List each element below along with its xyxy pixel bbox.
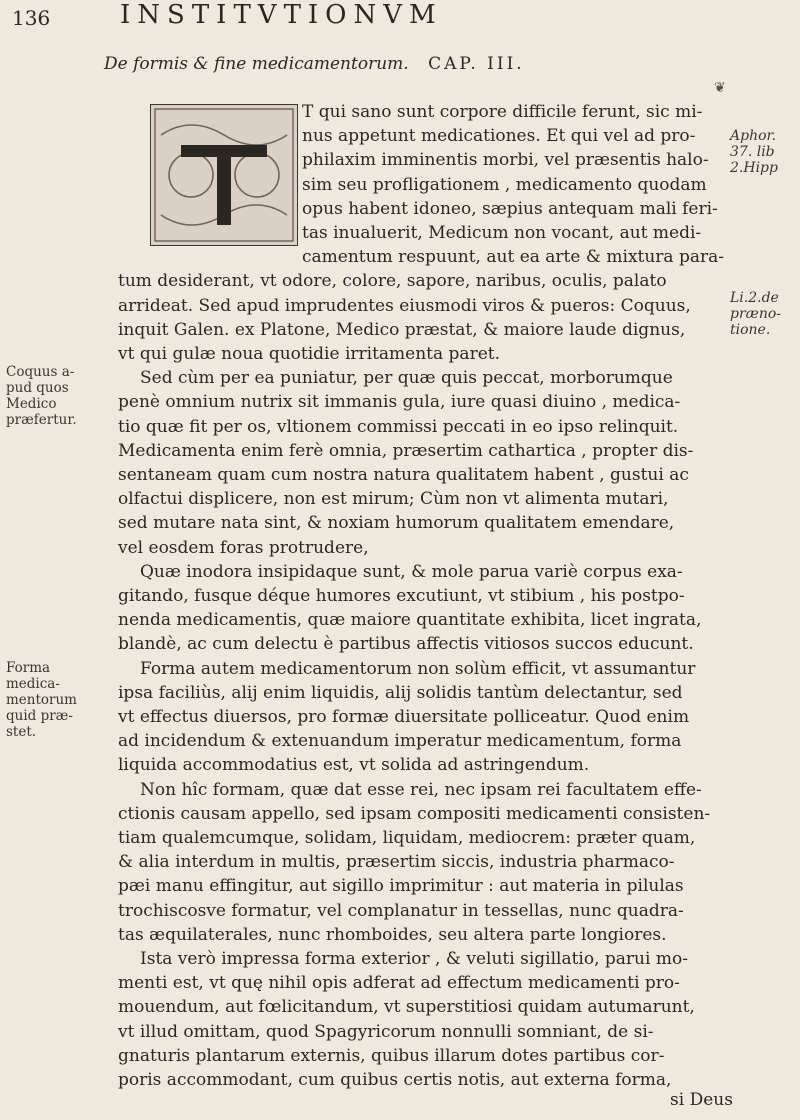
text-line: gitando, fusque déque humores excutiunt, vt stibium , his postpo- [118,586,685,606]
text-line: pæi manu effingitur, aut sigillo imprimitur : aut materia in pilulas [118,876,684,897]
text-line: Sed cùm per ea puniatur, per quæ quis peccat, morborumque [140,368,673,389]
text-line: Quæ inodora insipidaque sunt, & mole parua variè corpus exa- [140,561,683,582]
text-line: Non hîc formam, quæ dat esse rei, nec ipsam rei facultatem effe- [140,779,702,800]
text-line: menti est, vt quę nihil opis adferat ad effectum medicamenti pro- [118,973,680,994]
text-line: trochiscosve formatur, vel complanatur in tessellas, nunc quadra- [118,900,684,921]
text-line: sed mutare nata sint, & noxiam humorum qualitatem emendare, [118,513,675,534]
running-title: INSTITVTIONVM [120,0,443,30]
text-line: sim seu profligationem , medicamento quodam [302,174,707,195]
text-line: tas inualuerit, Medicum non vocant, aut medi- [302,223,702,243]
text-line: T qui sano sunt corpore difficile ferunt, sic mi- [302,102,703,122]
text-line: olfactui displicere, non est mirum; Cùm non vt alimenta mutari, [118,489,669,510]
chapter-label: CAP. III. [428,54,525,74]
text-line: ipsa faciliùs, alij enim liquidis, alij solidis tantùm delectantur, sed [118,682,683,703]
text-line: sentaneam quam cum nostra natura qualitatem habent , gustui ac [118,465,689,485]
text-line: blandè, ac cum delectu è partibus affectis vitiosos succos educunt. [118,634,694,655]
text-line: Medicamenta enim ferè omnia, præsertim cathartica , propter dis- [118,440,694,461]
text-line: mouendum, aut fœlicitandum, vt superstitiosi quidam autumarunt, [118,997,695,1018]
text-line: ctionis causam appello, sed ipsam compositi medicamenti consisten- [118,803,711,824]
text-line: tio quæ fit per os, vltionem commissi peccati in eo ipso relinquit. [118,416,679,437]
text-line: tiam qualemcumque, solidam, liquidam, mediocrem: præter quam, [118,828,696,848]
text-line: gnaturis plantarum externis, quibus illarum dotes partibus cor- [118,1045,665,1066]
text-line: inquit Galen. ex Platone, Medico præstat, & maiore laude dignus, [118,319,686,340]
text-line: Ista verò impressa forma exterior , & veluti sigillatio, parui mo- [140,949,688,969]
text-line: liquida accommodatius est, vt solida ad astringendum. [118,755,590,776]
text-line: penè omnium nutrix sit immanis gula, iure quasi diuino , medica- [118,392,681,413]
catchword: si Deus [670,1090,733,1110]
text-line: tum desiderant, vt odore, colore, sapore, naribus, oculis, palato [118,271,667,292]
text-line: & alia interdum in multis, præsertim siccis, industria pharmaco- [118,852,675,873]
text-line: poris accommodant, cum quibus certis notis, aut externa forma, [118,1070,672,1090]
text-line: philaxim imminentis morbi, vel præsentis halo- [302,150,709,171]
text-line: vel eosdem foras protrudere, [118,537,369,558]
text-line: nenda medicamentis, quæ maiore quantitate exhibita, licet ingrata, [118,610,702,631]
text-line: nus appetunt medicationes. Et qui vel ad pro- [302,126,696,147]
margin-note-right-2: Li.2.de præno- tione. [730,290,781,338]
text-line: tas æquilaterales, nunc rhomboides, seu altera parte longiores. [118,924,667,945]
text-line: ad incidendum & extenuandum imperatur medicamentum, forma [118,731,682,752]
text-line: arrideat. Sed apud imprudentes eiusmodi viros & pueros: Coquus, [118,295,691,316]
margin-note-right-1: Aphor. 37. lib 2.Hipp [730,128,778,176]
text-line: opus habent idoneo, sæpius antequam mali feri- [302,198,718,219]
section-heading [104,54,525,74]
ornament-icon: ❦ [714,80,726,96]
text-line: camentum respuunt, aut ea arte & mixtura para- [302,247,724,268]
margin-note-left-1: Coquus a- pud quos Medico præfertur. [6,364,77,428]
text-line: vt effectus diuersos, pro formæ diuersitate polliceatur. Quod enim [118,707,690,727]
text-line: vt qui gulæ noua quotidie irritamenta paret. [118,344,500,364]
page-number: 136 [12,6,51,30]
section-title: De formis & fine medicamentorum. [104,54,409,74]
text-line: vt illud omittam, quod Spagyricorum nonnulli somniant, de si- [118,1021,654,1042]
text-line: Forma autem medicamentorum non solùm efficit, vt assumantur [140,658,696,679]
margin-note-left-2: Forma medica- mentorum quid præ- stet. [6,660,77,740]
decorated-initial-icon [150,104,298,246]
